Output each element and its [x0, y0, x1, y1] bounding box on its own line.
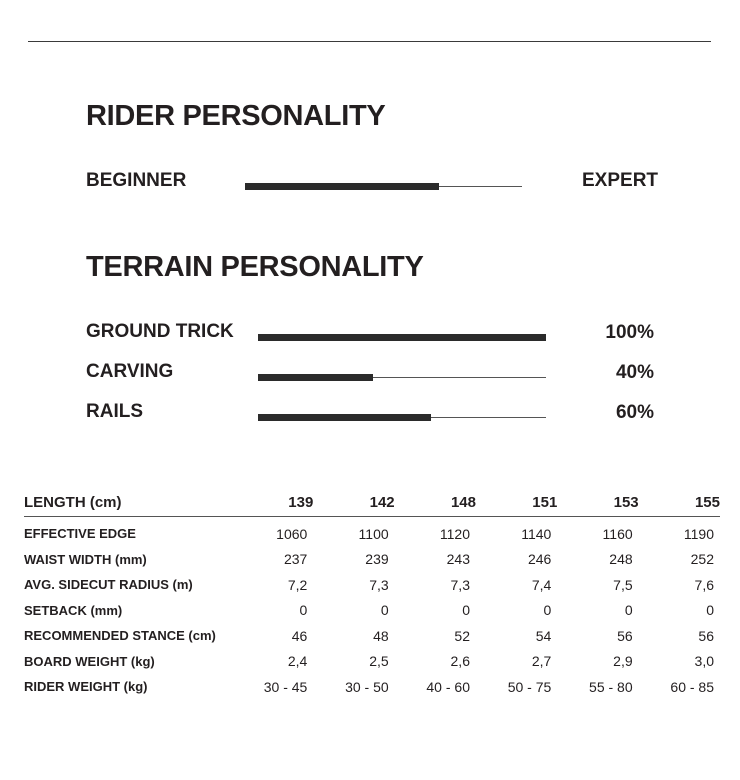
- row-label: BOARD WEIGHT (kg): [24, 653, 155, 669]
- cell: 0: [462, 602, 470, 619]
- specs-header-row: [24, 488, 720, 517]
- terrain-fill: [258, 414, 431, 421]
- terrain-percent: 60%: [615, 402, 654, 423]
- rider-personality-title: RIDER PERSONALITY: [86, 100, 386, 132]
- cell: 2,5: [369, 653, 389, 670]
- rider-level-track: [245, 186, 522, 187]
- cell: 2,7: [531, 653, 552, 670]
- cell: 248: [609, 551, 633, 568]
- table-row: [24, 547, 720, 573]
- terrain-fill: [258, 374, 373, 381]
- table-row: [24, 674, 720, 700]
- cell: 7,3: [450, 576, 470, 593]
- row-label: EFFECTIVE EDGE: [24, 526, 136, 542]
- cell: 7,5: [613, 576, 633, 593]
- table-row: [24, 572, 720, 598]
- cell: 252: [690, 551, 714, 568]
- table-row: [24, 649, 720, 675]
- cell: 237: [283, 551, 308, 568]
- size-header: 151: [476, 488, 557, 517]
- top-divider: [28, 41, 711, 42]
- cell: 40 - 60: [426, 678, 470, 695]
- cell: 7,4: [531, 576, 552, 593]
- cell: 246: [527, 551, 552, 568]
- terrain-track: [258, 417, 546, 418]
- terrain-track: [258, 337, 546, 338]
- terrain-fill: [258, 334, 546, 341]
- cell: 1060: [276, 525, 308, 542]
- cell: 46: [291, 627, 308, 644]
- terrain-track: [258, 377, 546, 378]
- cell: 52: [454, 627, 470, 644]
- cell: 7,6: [694, 576, 714, 593]
- cell: 0: [380, 602, 389, 619]
- row-label: RIDER WEIGHT (kg): [24, 679, 148, 695]
- table-row: [24, 623, 720, 649]
- size-header: 155: [639, 488, 720, 517]
- terrain-label: RAILS: [86, 401, 143, 422]
- size-header: 142: [313, 488, 394, 517]
- cell: 56: [617, 627, 633, 644]
- cell: 1140: [521, 525, 552, 542]
- beginner-label: BEGINNER: [86, 170, 187, 191]
- cell: 243: [446, 551, 470, 568]
- cell: 30 - 45: [263, 678, 308, 695]
- cell: 50 - 75: [507, 678, 552, 695]
- cell: 0: [543, 602, 552, 619]
- specs-table: [24, 488, 720, 700]
- cell: 3,0: [694, 653, 714, 670]
- cell: 56: [698, 627, 714, 644]
- cell: 55 - 80: [589, 678, 633, 695]
- terrain-personality-title: TERRAIN PERSONALITY: [86, 251, 424, 283]
- row-label: SETBACK (mm): [24, 602, 123, 618]
- terrain-label: CARVING: [86, 361, 174, 382]
- terrain-percent: 40%: [615, 362, 654, 383]
- cell: 2,4: [287, 653, 308, 670]
- cell: 54: [535, 627, 552, 644]
- size-header: 139: [232, 488, 313, 517]
- expert-label: EXPERT: [582, 170, 659, 191]
- cell: 60 - 85: [670, 678, 714, 695]
- size-header: 148: [395, 488, 476, 517]
- cell: 1160: [602, 525, 633, 542]
- cell: 0: [624, 602, 633, 619]
- row-label: WAIST WIDTH (mm): [24, 551, 147, 567]
- cell: 1100: [358, 525, 389, 542]
- cell: 2,6: [450, 653, 470, 670]
- cell: 30 - 50: [345, 678, 389, 695]
- size-header: 153: [557, 488, 638, 517]
- cell: 2,9: [613, 653, 633, 670]
- row-label: AVG. SIDECUT RADIUS (m): [24, 577, 193, 593]
- terrain-label: GROUND TRICK: [86, 321, 234, 342]
- table-row: [24, 517, 720, 547]
- row-label: RECOMMENDED STANCE (cm): [24, 628, 216, 644]
- cell: 1190: [683, 525, 714, 542]
- cell: 239: [365, 551, 389, 568]
- cell: 7,3: [369, 576, 389, 593]
- cell: 7,2: [287, 576, 308, 593]
- length-header: LENGTH (cm): [24, 488, 232, 517]
- cell: 1120: [439, 525, 470, 542]
- rider-level-fill: [245, 183, 439, 190]
- table-row: [24, 598, 720, 624]
- terrain-percent: 100%: [605, 322, 654, 343]
- cell: 0: [706, 602, 714, 619]
- cell: 0: [299, 602, 308, 619]
- cell: 48: [373, 627, 389, 644]
